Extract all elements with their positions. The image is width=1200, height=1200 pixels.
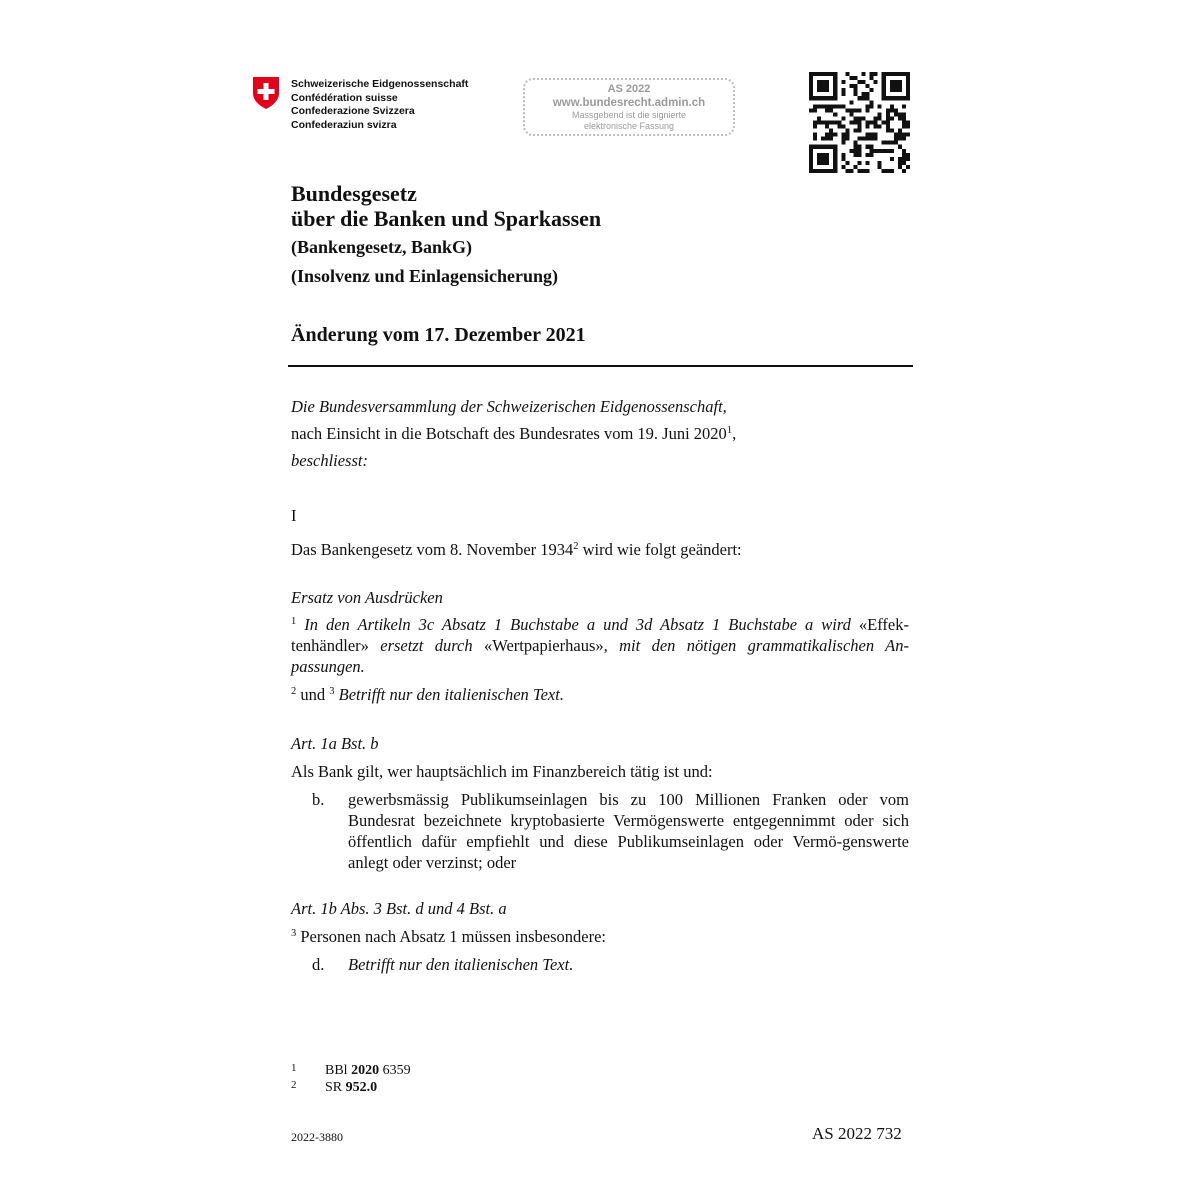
- stamp-note-1: Massgebend ist die signierte: [571, 110, 687, 120]
- preamble-reference: [291, 423, 736, 444]
- footnote-source: BBl: [325, 1063, 352, 1078]
- preamble-reference-text: nach Einsicht in die Botschaft des Bundesrates vom 19. Juni 2020: [291, 424, 727, 443]
- publication-stamp: [523, 78, 735, 136]
- ersatz-term-new: «Wertpapierhaus»: [483, 636, 604, 655]
- ersatz-heading: Ersatz von Ausdrücken: [291, 588, 443, 607]
- art-1b-item-d: [291, 954, 910, 976]
- paragraph-number-3: 3: [291, 928, 297, 939]
- footnote-source: SR: [325, 1080, 346, 1095]
- preamble-reference-comma: ,: [732, 424, 737, 443]
- footnote-year: 2020: [351, 1063, 380, 1078]
- section-numeral: I: [291, 506, 297, 525]
- item-label: d.: [312, 955, 325, 974]
- law-title: [291, 181, 601, 231]
- art-1b-paragraph-text: Personen nach Absatz 1 müssen insbesondere:: [296, 927, 607, 946]
- confederation-name-it: Confederazione Svizzera: [291, 105, 415, 117]
- law-title-line-2: über die Banken und Sparkassen: [291, 206, 602, 231]
- footnote-ref-2: 2: [573, 541, 579, 552]
- footnote-page: 6359: [379, 1063, 411, 1078]
- official-collection-reference: AS 2022 732: [812, 1124, 902, 1143]
- stamp-note-2: elektronische Fassung: [583, 121, 675, 131]
- item-text: Betrifft nur den italienischen Text.: [348, 955, 574, 974]
- paragraph-number-3: 3: [329, 686, 335, 697]
- ersatz-p1-text-c: ersetzt durch: [368, 636, 484, 655]
- ersatz-and: und: [296, 685, 330, 704]
- section-intro-text: Das Bankengesetz vom 8. November 1934: [291, 540, 574, 559]
- art-1a-item-b: [291, 789, 910, 873]
- ersatz-term-old: «Effek-tenhändler»: [291, 615, 909, 655]
- document-number: 2022-3880: [291, 1130, 343, 1144]
- art-1a-heading: Art. 1a Bst. b: [291, 734, 379, 753]
- section-intro: [291, 539, 742, 560]
- amendment-date: Änderung vom 17. Dezember 2021: [291, 324, 586, 346]
- art-1b-paragraph-3: [291, 926, 606, 947]
- confederation-name-rm: Confederaziun svizra: [291, 118, 397, 131]
- art-1b-heading: Art. 1b Abs. 3 Bst. d und 4 Bst. a: [291, 899, 507, 918]
- law-topic: (Insolvenz und Einlagensicherung): [291, 266, 559, 286]
- footnote-number-bold: 952.0: [345, 1080, 378, 1095]
- law-short-title: (Bankengesetz, BankG): [291, 237, 473, 257]
- qr-code-icon: [809, 72, 910, 173]
- confederation-name-de: Schweizerische Eidgenossenschaft: [291, 78, 469, 90]
- ersatz-paragraph-2-3: [291, 684, 564, 705]
- confederation-names: [291, 78, 468, 132]
- ersatz-p1-text-a: In den Artikeln 3c Absatz 1 Buchstabe a und 3d Absatz 1 Buchstabe a wird: [296, 615, 859, 634]
- stamp-collection: AS 2022: [607, 83, 651, 95]
- footnote-text: [325, 1063, 411, 1079]
- item-text: gewerbsmässig Publikumseinlagen bis zu 100 Millionen Franken oder vom Bundesrat bezeichnete kryptobasierte Vermögenswerte entgegennimmt oder sich öffentlich dafür empfiehlt und diese Publikumseinlagen oder Vermö-genswerte anlegt oder verzinst; oder: [348, 790, 909, 872]
- preamble-decides: beschliesst:: [291, 451, 368, 470]
- ersatz-p1-text-e: , mit den nötigen grammatikalischen An-passungen.: [291, 636, 910, 676]
- ersatz-p2-text: Betrifft nur den italienischen Text.: [334, 685, 564, 704]
- confederation-name-fr: Confédération suisse: [291, 91, 398, 104]
- swiss-shield-icon: [252, 76, 280, 110]
- footnote-number: 1: [291, 1062, 297, 1074]
- law-title-line-1: Bundesgesetz: [291, 181, 417, 206]
- item-label: b.: [312, 790, 325, 809]
- stamp-url: www.bundesrecht.admin.ch: [552, 97, 706, 109]
- paragraph-number-2: 2: [291, 686, 297, 697]
- footnote-number: 2: [291, 1079, 297, 1091]
- preamble-authority: Die Bundesversammlung der Schweizerischen Eidgenossenschaft,: [291, 397, 727, 416]
- footnote-text: [325, 1080, 377, 1096]
- art-1a-intro: Als Bank gilt, wer hauptsächlich im Finanzbereich tätig ist und:: [291, 762, 713, 781]
- section-intro-text-end: wird wie folgt geändert:: [578, 540, 742, 559]
- title-divider: [288, 365, 913, 367]
- footnote-ref-1: 1: [726, 425, 733, 436]
- ersatz-paragraph-1: [291, 614, 909, 677]
- paragraph-number-1: 1: [291, 616, 297, 627]
